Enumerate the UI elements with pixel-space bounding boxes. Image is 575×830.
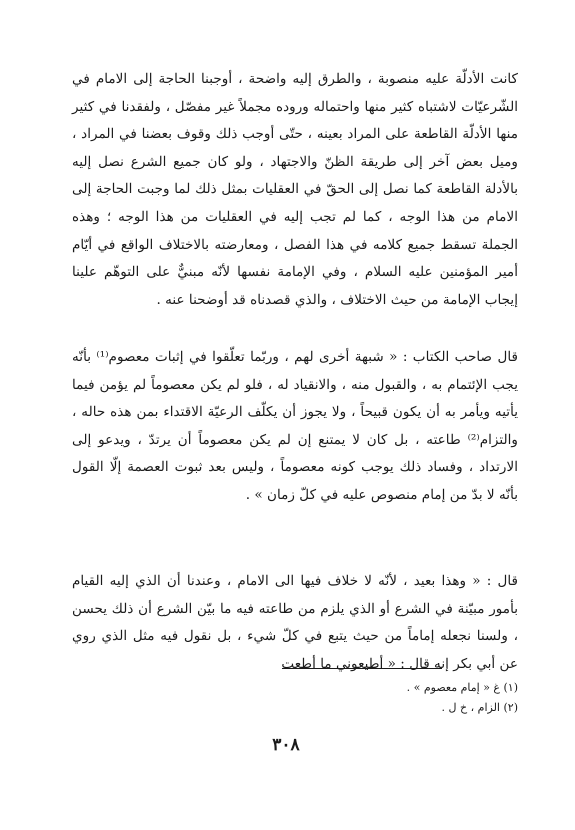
footnote-2: (٢) الزام ، خ ل . (441, 701, 518, 714)
footnotes (72, 678, 518, 718)
footnote-divider (282, 668, 442, 669)
body-paragraph-3: قال : « وهذا بعيد ، لأنّه لا خلاف فيها الى الامام ، وعندنا أن الذي إليه القيام بأمور مبيّنة في الشرع أو الذي يلزم من طاعته فيه ما بيّن الشرع أن ذلك يحسن ، ولسنا نجعله إماماً من حيث يتبع في كلّ شيء ، بل نقول فيه مثل الذي روي عن أبي بكر إنه قال : « أطيعوني ما أطعت (72, 573, 518, 672)
body-paragraph-2: قال صاحب الكتاب : « شبهة أخرى لهم ، وربّما تعلّقوا في إثبات معصوم⁽¹⁾ بأنّه يجب الإئتمام به ، والقبول منه ، والانقياد له ، فلو لم يكن معصوماً لم يؤمن فيما يأتيه ويأمر به أن يكون قبيحاً ، ولا يجوز أن يكلّف الرعيّة الاقتداء بمن هذه حاله ، والتزام⁽²⁾ طاعته ، بل كان لا يمتنع إن لم يكن معصوماً أن يرتدّ ، ويدعو إلى الارتداد ، وفساد ذلك يوجب كونه معصوماً ، وليس بعد ثبوت العصمة إلّا القول بأنّه لا بدّ من إمام منصوص عليه في كلّ زمان » . (72, 349, 518, 503)
page-number: ٣٠٨ (272, 735, 300, 755)
body-paragraph-1: كانت الأدلّة عليه منصوبة ، والطرق إليه واضحة ، أوجبنا الحاجة إلى الامام في الشّرعيّات لاشتباه كثير منها واحتماله وروده مجملاً غير مفصّل ، ولفقدنا في كثير منها الأدلّة القاطعة على المراد بعينه ، حتّى أوجب ذلك وقوف بعضنا في المراد ، وميل بعض آخر إلى طريقة الظنّ والاجتهاد ، ولو كان جميع الشرع نصل إليه بالأدلة القاطعة كما نصل إلى الحقّ في العقليات بمثل ذلك لما وجبت الحاجة إلى الامام من هذا الوجه ، كما لم تجب إليه في العقليات من هذا الوجه ؛ وهذه الجملة تسقط جميع كلامه في هذا الفصل ، ومعارضته بالاختلاف الواقع في أيّام أمير المؤمنين عليه السلام ، وفي الإمامة نفسها لأنّه مبنيٌّ على التوهّم علينا إيجاب الإمامة من حيث الاختلاف ، والذي قصدناه قد أوضحنا عنه . (72, 71, 518, 308)
footnote-1: (١) غ « إمام معصوم » . (406, 681, 518, 694)
